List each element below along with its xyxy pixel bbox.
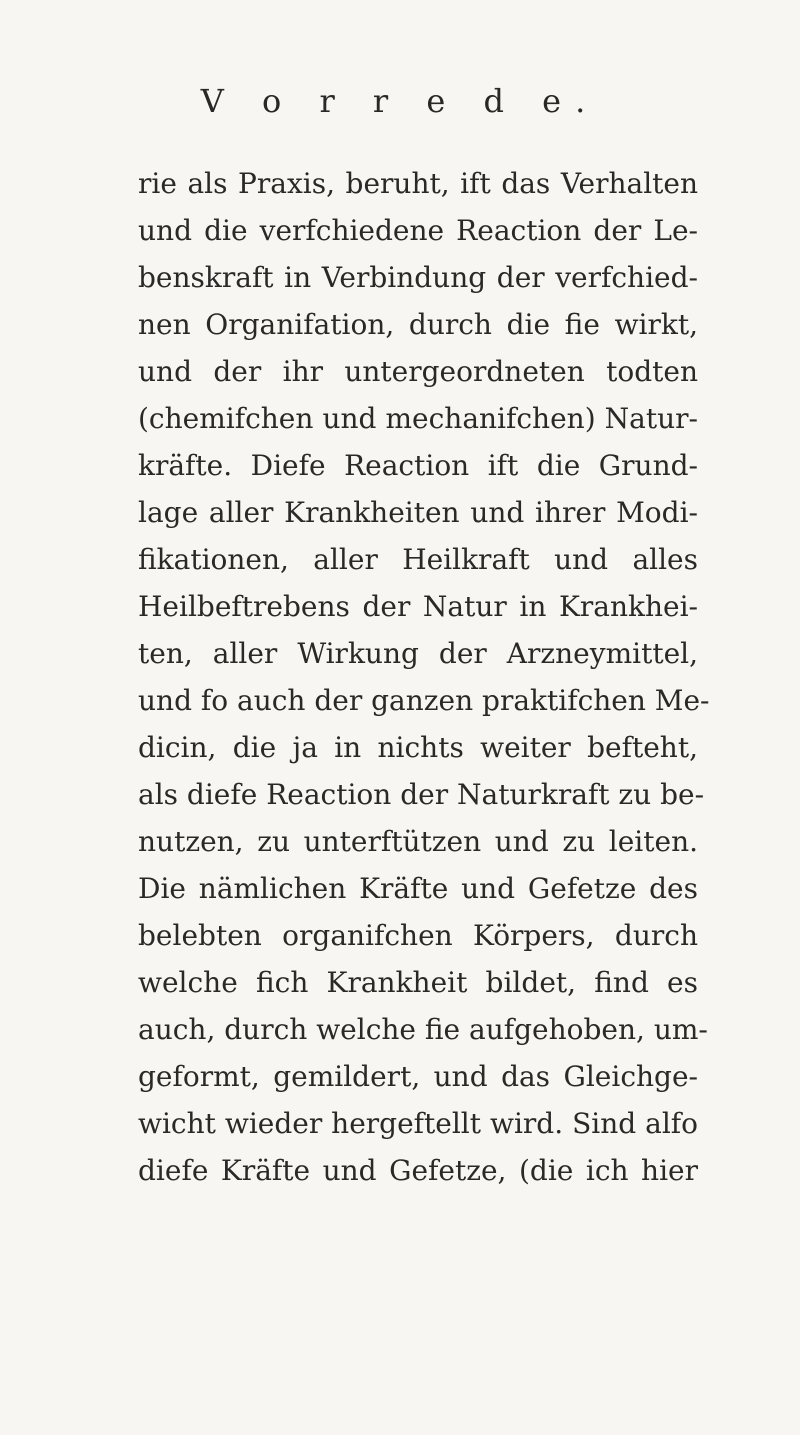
text-line: und fo auch der ganzen praktifchen Me- xyxy=(138,684,710,717)
text-line: und der ihr untergeordneten todten xyxy=(138,355,698,388)
text-line: geformt, gemildert, und das Gleichge- xyxy=(138,1060,698,1093)
text-line: kräfte. Diefe Reaction ift die Grund- xyxy=(138,449,698,482)
text-line: Heilbeftrebens der Natur in Krankhei- xyxy=(138,590,698,623)
text-line: nutzen, zu unterftützen und zu leiten. xyxy=(138,825,698,858)
text-line: dicin, die ja in nichts weiter befteht, xyxy=(138,731,698,764)
text-line: fikationen, aller Heilkraft und alles xyxy=(138,543,698,576)
text-line: rie als Praxis, beruht, ift das Verhalten xyxy=(138,167,698,200)
text-line: und die verfchiedene Reaction der Le- xyxy=(138,214,698,247)
text-line: belebten organifchen Körpers, durch xyxy=(138,919,698,952)
text-line: (chemifchen und mechanifchen) Natur- xyxy=(138,402,698,435)
text-line: Die nämlichen Kräfte und Gefetze des xyxy=(138,872,698,905)
text-line: benskraft in Verbindung der verfchied- xyxy=(138,261,698,294)
text-line: welche fich Krankheit bildet, find es xyxy=(138,966,698,999)
page-header-title: V o r r e d e. xyxy=(200,82,600,120)
text-line: als diefe Reaction der Naturkraft zu be- xyxy=(138,778,705,811)
text-line: diefe Kräfte und Gefetze, (die ich hier xyxy=(138,1154,698,1187)
text-line: auch, durch welche fie aufgehoben, um- xyxy=(138,1013,708,1046)
text-line: ten, aller Wirkung der Arzneymittel, xyxy=(138,637,698,670)
text-line: lage aller Krankheiten und ihrer Modi- xyxy=(138,496,698,529)
text-line: wicht wieder hergeftellt wird. Sind alfo xyxy=(138,1107,698,1140)
text-line: nen Organifation, durch die fie wirkt, xyxy=(138,308,698,341)
